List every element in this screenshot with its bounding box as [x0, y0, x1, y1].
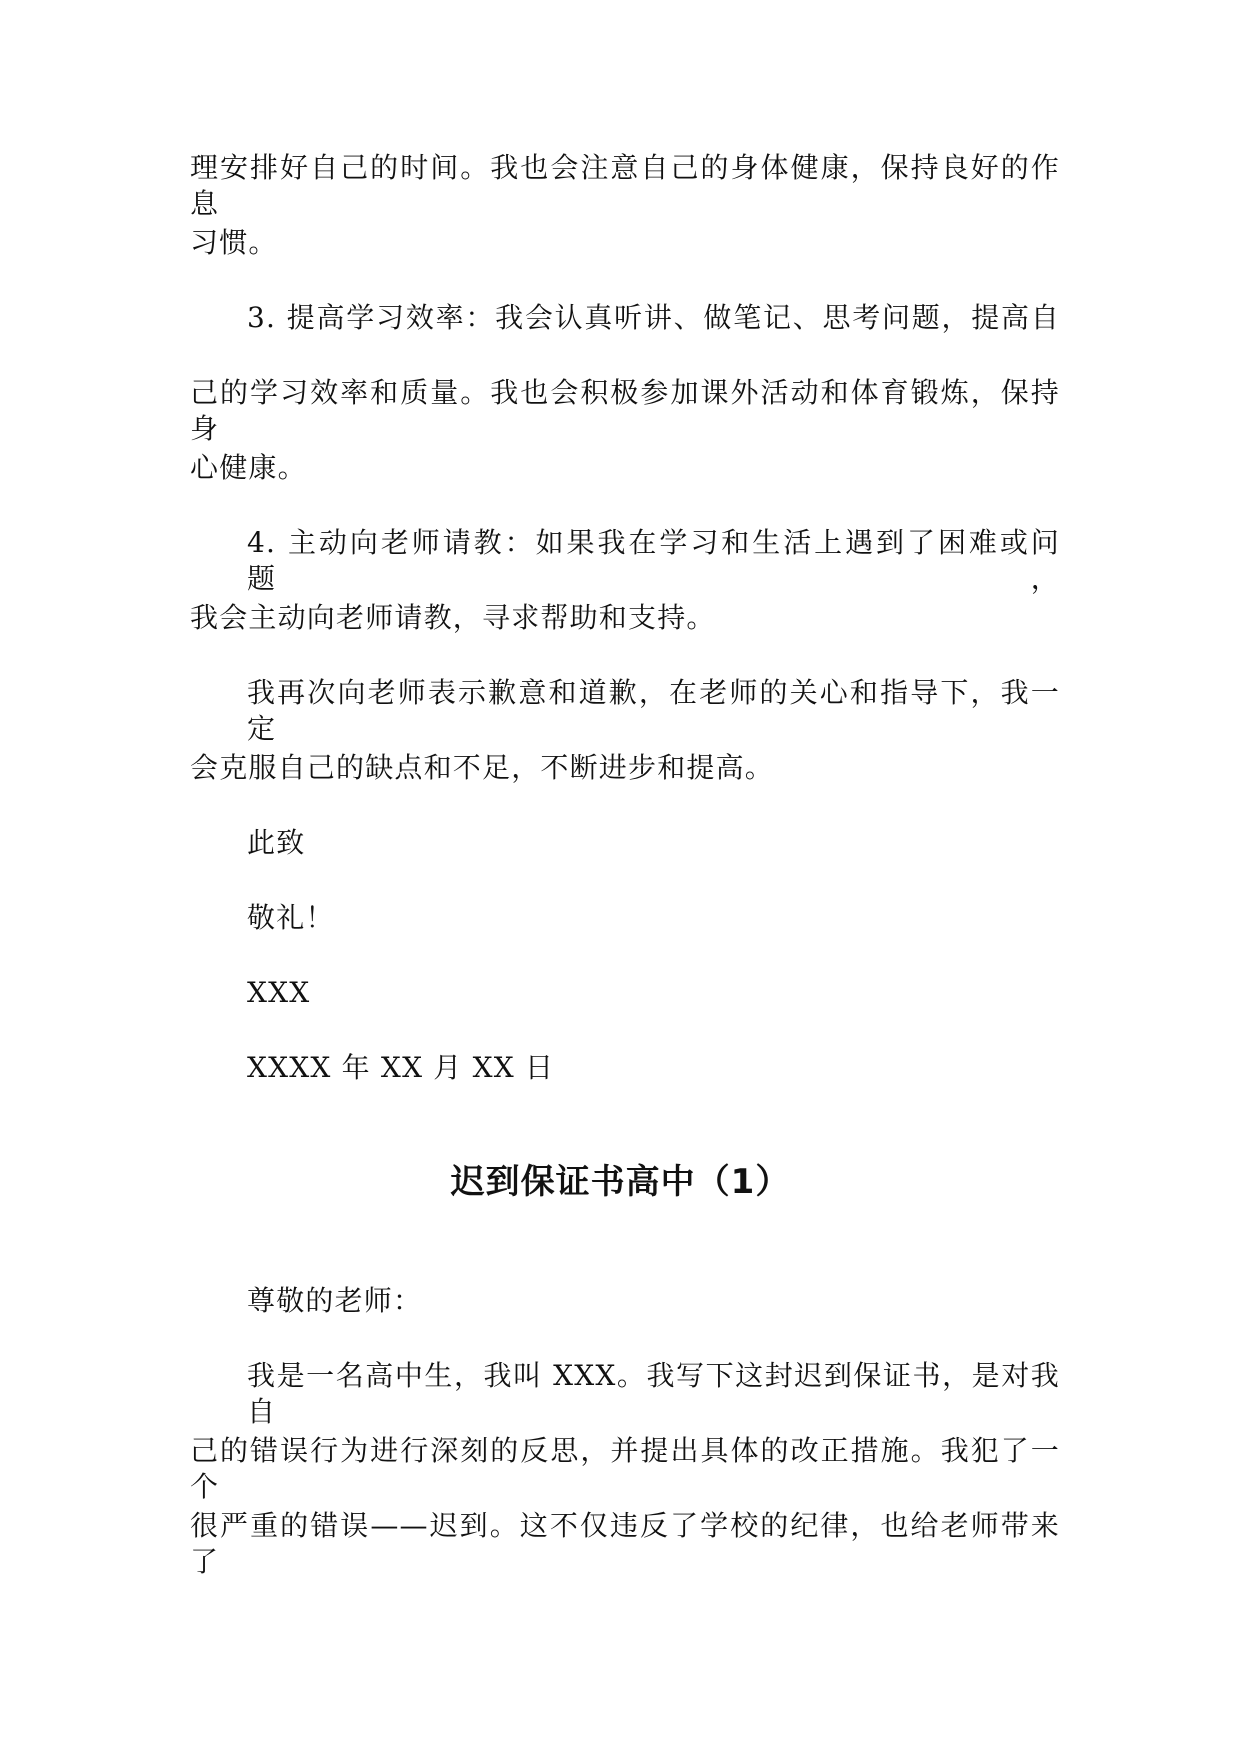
- paragraph-line: 很严重的错误——迟到。这不仅违反了学校的纪律，也给老师带来了: [190, 1509, 1060, 1578]
- section-title: 迟到保证书高中（1）: [450, 1162, 791, 1202]
- paragraph-line: 己的错误行为进行深刻的反思，并提出具体的改正措施。我犯了一个: [190, 1434, 1060, 1503]
- paragraph-line: 习惯。: [190, 226, 278, 259]
- paragraph-line: 会克服自己的缺点和不足，不断进步和提高。: [190, 751, 775, 784]
- closing-line: 此致: [247, 826, 306, 859]
- paragraph-line: 我是一名高中生，我叫 XXX。我写下这封迟到保证书，是对我自: [247, 1359, 1060, 1428]
- closing-line: 敬礼！: [247, 901, 335, 934]
- paragraph-line: 己的学习效率和质量。我也会积极参加课外活动和体育锻炼，保持身: [190, 376, 1060, 445]
- paragraph-line: 我再次向老师表示歉意和道歉，在老师的关心和指导下，我一定: [247, 676, 1060, 745]
- list-item-3: 3. 提高学习效率：我会认真听讲、做笔记、思考问题，提高自: [247, 301, 1060, 334]
- signature: XXX: [247, 976, 311, 1009]
- salutation: 尊敬的老师：: [247, 1284, 423, 1317]
- date-line: XXXX 年 XX 月 XX 日: [247, 1051, 555, 1084]
- paragraph-line: 心健康。: [190, 451, 307, 484]
- paragraph-line: 我会主动向老师请教，寻求帮助和支持。: [190, 601, 716, 634]
- paragraph-line: 理安排好自己的时间。我也会注意自己的身体健康，保持良好的作息: [190, 151, 1060, 220]
- list-item-4: 4. 主动向老师请教：如果我在学习和生活上遇到了困难或问题，: [247, 526, 1060, 595]
